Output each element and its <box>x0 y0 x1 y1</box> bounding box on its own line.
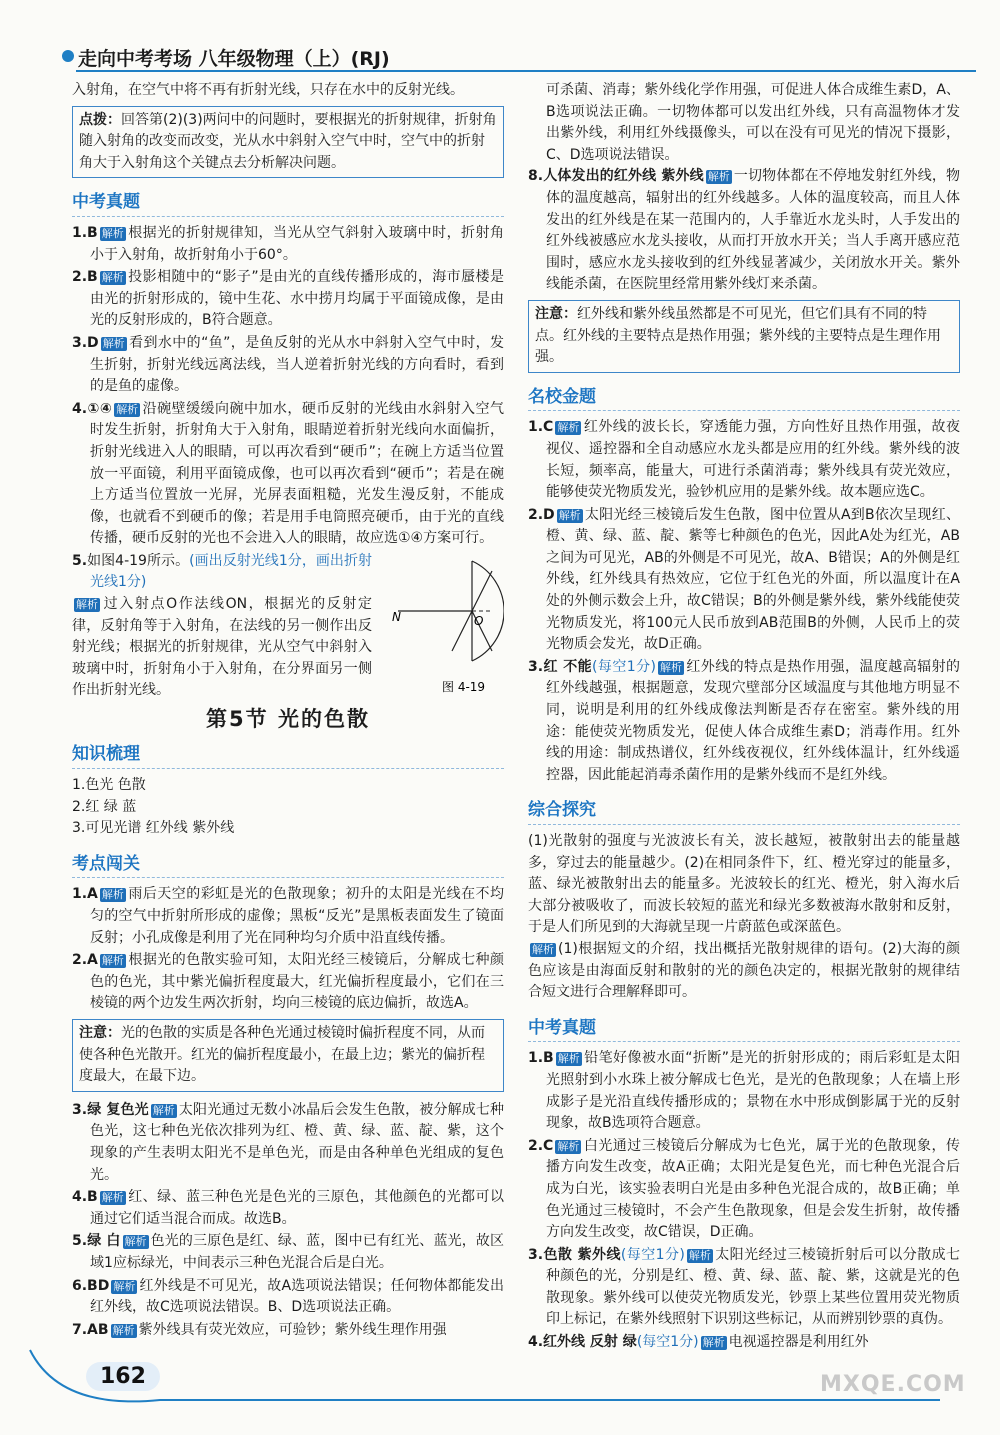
analysis-tag: 解析 <box>557 421 580 435</box>
item-8 <box>528 166 960 296</box>
checkpoint-list-2 <box>72 1100 504 1342</box>
exam1-item <box>72 333 504 398</box>
label-O: O <box>474 613 484 628</box>
note-box-2 <box>528 300 960 373</box>
section-title-inquiry: 综合探究 <box>528 800 960 825</box>
exam1-item-text: 沿碗壁缓缓向碗中加水，硬币反射的光线由水斜射入空气时发生折射，折射角大于入射角，眼睛逆着折射光线向水面偏折，折射光线进入人的眼睛，可以再次看到“硬币”；在碗上方适当位置放一平面镜，利用平面镜成像，也可以再次看到“硬币”；若是在碗上方适当位置放一光屏，光屏表面粗糙，光发生漫反射，不能成像，也就看不到硬币的像；若是用手电筒照亮硬币，由于光的直线传播，硬币反射的光也不会进入人的眼睛，故应选①④方案可行。 <box>90 400 504 547</box>
analysis-tag: 解析 <box>112 1323 135 1337</box>
checkpoint-item-num: 3.绿 复色光 <box>72 1101 149 1118</box>
exam2-item <box>528 1048 960 1134</box>
exam1-item <box>72 267 504 332</box>
figure-caption: 图 4-19 <box>442 679 486 694</box>
tip-box <box>72 106 504 179</box>
exam2-item-3-text: 太阳光经过三棱镜折射后可以分散成七种颜色的光，分别是红、橙、黄、绿、蓝、靛、紫，这就是光的色散现象。紫外线可以使荧光物质发光，钞票上某些位置用荧光物质印上标记，在紫外线照射下识别这些标记，从而辨别钞票的真伪。 <box>546 1246 960 1328</box>
header-rule <box>76 70 976 72</box>
checkpoint-item <box>72 1231 504 1274</box>
page-header <box>0 0 1000 80</box>
analysis-tag: 解析 <box>101 954 124 968</box>
header-dot-icon <box>62 50 74 62</box>
exam2-item-text: 铅笔好像被水面“折断”是光的折射形成的；雨后彩虹是太阳光照射到小水珠上被分解成七色光，是光的色散现象；人在墙上形成影子是光沿直线传播形成的；景物在水中形成倒影属于光的反射现象，故B选项符合题意。 <box>546 1050 960 1132</box>
checkpoint-item <box>72 1100 504 1186</box>
knowledge-2: 2.红 绿 蓝 <box>72 798 137 815</box>
analysis-tag: 解析 <box>558 508 581 522</box>
section-title-exam-2: 中考真题 <box>528 1018 960 1043</box>
refracted-ray <box>452 611 472 651</box>
exam1-item-num: 1.B <box>72 224 98 241</box>
famous-item-3-text: 红外线的特点是热作用强，温度越高辐射的红外线越强，根据题意，发现穴壁部分区域温度与其他地方明显不同，说明是利用的红外线成像法判断是否存在密室。紫外线的用途：能使荧光物质发光，促使人体合成维生素D；消毒作用。红外线的用途：制成热谱仪，红外线夜视仪，红外线体温计，红外线遥控器，因此能起消毒杀菌作用的是紫外线而不是红外线。 <box>546 658 960 783</box>
checkpoint-item-num: 5.绿 白 <box>72 1233 121 1250</box>
item-5-num: 5. <box>72 552 88 569</box>
knowledge-1: 1.色光 色散 <box>72 777 146 794</box>
exam2-item-4-score: (每空1分) <box>636 1334 699 1351</box>
checkpoint-item <box>72 1187 504 1230</box>
checkpoint-item-text: 色光的三原色是红、绿、蓝，图中已有红光、蓝光，故区域1应标绿光，中间表示三种色光混合后是白光。 <box>90 1233 505 1271</box>
exam1-item-text: 投影相随中的“影子”是由光的直线传播形成的，海市蜃楼是由光的折射形成的，镜中生花、水中捞月均属于平面镜成像，是由光的反射形成的，B符合题意。 <box>90 269 504 329</box>
analysis-tag: 解析 <box>101 226 124 240</box>
section-title-exam-1: 中考真题 <box>72 192 504 217</box>
watermark-logo: MXQE.COM <box>820 1372 966 1397</box>
famous-item <box>528 417 960 503</box>
exam2-item-3-score: (每空1分) <box>620 1246 685 1263</box>
inquiry-analysis <box>528 939 960 1004</box>
inquiry-answer: (1)光散射的强度与光波波长有关，波长越短，被散射出去的能量越多，穿过去的能量越少。(2)在相同条件下，红、橙光穿过的能量多，蓝、绿光被散射出去的能量多。光波较长的红光、橙光，射入海水后大部分被吸收了，而波长较短的蓝光和绿光多数被海水散射和反射，于是人们所见到的大海就呈现一片蔚蓝色或深蓝色。 <box>528 833 960 936</box>
analysis-tag: 解析 <box>101 1191 124 1205</box>
analysis-tag: 解析 <box>76 598 98 612</box>
exam1-item <box>72 223 504 266</box>
analysis-tag: 解析 <box>707 170 730 184</box>
checkpoint-item <box>72 884 504 949</box>
checkpoint-item-text: 根据光的色散实验可知，太阳光经三棱镜后，分解成七种颜色的色光，其中紫光偏折程度最大，红光偏折程度最小，它们在三棱镜的两个边发生两次折射，均向三棱镜的底边偏折，故选A。 <box>90 952 504 1012</box>
checkpoint-item-num: 6.BD <box>72 1277 110 1294</box>
tip-label: 点拨： <box>79 111 121 128</box>
famous-item-num: 1.C <box>528 419 554 436</box>
item-8-num: 8.人体发出的红外线 紫外线 <box>528 168 704 185</box>
analysis-tag: 解析 <box>101 888 124 902</box>
exam-list-2 <box>528 1048 960 1243</box>
figure-4-19 <box>392 551 504 701</box>
checkpoint-list-1 <box>72 884 504 1015</box>
analysis-tag: 解析 <box>102 336 125 350</box>
famous-item-3-score: (每空1分) <box>592 658 656 675</box>
chapter-title: 第5节 光的色散 <box>206 706 370 731</box>
note-label: 注意： <box>79 1025 121 1041</box>
header-title: 走向中考考场 八年级物理（上）(RJ) <box>78 48 390 70</box>
incident-ray <box>472 571 492 611</box>
item-5-text: 如图4-19所示。 <box>87 552 190 569</box>
exam2-item-3 <box>528 1245 960 1331</box>
analysis-tag: 解析 <box>152 1103 175 1117</box>
analysis-tag: 解析 <box>688 1248 711 1262</box>
right-column <box>528 80 960 1355</box>
famous-item-text: 红外线的波长长，穿透能力强，方向性好且热作用强，故夜视仪、遥控器和全自动感应水龙头都是应用的红外线。紫外线的波长短，频率高，能量大，可进行杀菌消毒；紫外线具有荧光效应，能够使荧光物质发光，验钞机应用的是紫外线。故本题应选C。 <box>546 419 960 501</box>
famous-item <box>528 505 960 656</box>
famous-item-num: 2.D <box>528 506 555 523</box>
famous-item-text: 太阳光经三棱镜后发生色散，图中位置从A到B依次呈现红、橙、黄、绿、蓝、靛、紫等七种颜色的色光，因此A处为红光，AB之间为可见光，AB的外侧是不可见光，故A、B错误；A的外侧是红外线，红外线具有热效应，它位于红色光的外面，所以温度计在A处的外侧示数会上升，故C错误；B的外侧是紫外线，紫外线能使荧光物质发光，将100元人民币放到AB范围B的外侧，人民币上的荧光物质会发光，故D正确。 <box>546 506 960 653</box>
section-title-checkpoints: 考点闯关 <box>72 854 504 879</box>
checkpoint-item <box>72 950 504 1015</box>
exam-list-1 <box>72 223 504 550</box>
analysis-tag: 解析 <box>659 660 682 674</box>
exam2-item-num: 2.C <box>528 1137 554 1154</box>
analysis-tag: 解析 <box>113 1279 136 1293</box>
checkpoint-item <box>72 1320 504 1342</box>
analysis-tag: 解析 <box>702 1336 725 1350</box>
exam1-item <box>72 399 504 550</box>
page-number: 162 <box>86 1362 160 1391</box>
exam1-item-num: 3.D <box>72 334 99 351</box>
exam2-item-text: 白光通过三棱镜后分解成为七色光，属于光的色散现象，传播方向发生改变，故A正确；太阳光是复色光，而七种色光混合后成为白光，该实验表明白光是由多种色光混合成的，故B正确；单色光通过三棱镜时，不会产生色散现象，但是会发生折射，故传播方向发生改变，故C错误，D正确。 <box>546 1137 960 1241</box>
checkpoint-item-num: 4.B <box>72 1189 98 1206</box>
label-N: N <box>392 609 401 624</box>
checkpoint-item <box>72 1276 504 1319</box>
checkpoint-item-num: 2.A <box>72 952 98 969</box>
analysis-tag: 解析 <box>124 1235 147 1249</box>
knowledge-3: 3.可见光谱 红外线 紫外线 <box>72 820 235 837</box>
checkpoint-item-num: 1.A <box>72 886 98 903</box>
analysis-tag: 解析 <box>557 1052 580 1066</box>
note2-label: 注意： <box>535 305 577 322</box>
checkpoint-item-text: 红外线是不可见光，故A选项说法错误；任何物体都能发出红外线，故C选项说法错误。B、D选项说法正确。 <box>90 1277 504 1316</box>
analysis-tag: 解析 <box>532 942 554 956</box>
analysis-tag: 解析 <box>101 271 124 285</box>
note-text: 光的色散的实质是各种色光通过棱镜时偏折程度不同，从而使各种色光散开。红光的偏折程度最小，在最上边；紫光的偏折程度最大，在最下边。 <box>79 1025 485 1085</box>
exam1-item-text: 看到水中的“鱼”，是鱼反射的光从水中斜射入空气中时，发生折射，折射光线远离法线，当人逆着折射光线的方向看时，看到的是鱼的虚像。 <box>90 334 504 395</box>
checkpoint-item-text: 紫外线具有荧光效应，可验钞；紫外线生理作用强 <box>138 1321 447 1338</box>
checkpoint-item-text: 红、绿、蓝三种色光是色光的三原色，其他颜色的光都可以通过它们适当混合而成。故选B。 <box>90 1189 504 1227</box>
intro-text: 入射角，在空气中将不再有折射光线，只存在水中的反射光线。 <box>72 82 464 98</box>
note2-text: 红外线和紫外线虽然都是不可见光，但它们具有不同的特点。红外线的主要特点是热作用强；紫外线的主要特点是生理作用强。 <box>535 305 941 366</box>
item-5-expl: 过入射点O作法线ON，根据光的反射定律，反射角等于入射角，在法线的另一侧作出反射光线；根据光的折射规律，光从空气中斜射入玻璃中时，折射角小于入射角，在分界面另一侧作出折射光线。 <box>72 596 372 699</box>
famous-item-3 <box>528 657 960 787</box>
left-column <box>72 80 504 1342</box>
checkpoint-item-num: 7.AB <box>72 1321 109 1338</box>
section-title-knowledge: 知识梳理 <box>72 744 504 769</box>
analysis-tag: 解析 <box>557 1139 580 1153</box>
exam1-item-text: 根据光的折射规律知，当光从空气斜射入玻璃中时，折射角小于入射角，故折射角小于60°。 <box>90 224 504 263</box>
exam2-item-3-num: 3.色散 紫外线 <box>528 1246 621 1263</box>
item-8-text: 一切物体都在不停地发射红外线，物体的温度越高，辐射出的红外线越多。人体的温度较高，而且人体发出的红外线是在某一范围内的，人手靠近水龙头时，人手发出的红外线被感应水龙头接收，从而打开放水开关；当人手离开感应范围时，感应水龙头接收到的红外线显著减少，关闭放水开关。紫外线能杀菌，在医院里经常用紫外线灯来杀菌。 <box>546 168 961 293</box>
checkpoint-item-text: 雨后天空的彩虹是光的色散现象；初升的太阳是光线在不均匀的空气中折射所形成的虚像；黑板“反光”是黑板表面发生了镜面反射；小孔成像是利用了光在同种均匀介质中沿直线传播。 <box>90 886 504 946</box>
item-7-continued: 可杀菌、消毒；紫外线化学作用强，可促进人体合成维生素D，A、B选项说法正确。一切物体都可以发出红外线，只有高温物体才发出紫外线，利用红外线摄像头，可以在没有可见光的情况下摄影，C、D选项说法错误。 <box>546 82 960 163</box>
checkpoint-item-text: 太阳光通过无数小冰晶后会发生色散，被分解成七种色光，这七种色光依次排列为红、橙、黄、绿、蓝、靛、紫，这个现象的产生表明太阳光不是单色光，而是由各种单色光组成的复色光。 <box>90 1101 505 1183</box>
inquiry-analysis-text: (1)根据短文的介绍，找出概括光散射规律的语句。(2)大海的颜色应该是由海面反射和散射的光的颜色决定的，根据光散射的规律结合短文进行合理解释即可。 <box>528 940 960 1001</box>
section-title-famous-school: 名校金题 <box>528 387 960 412</box>
famous-item-3-num: 3.红 不能 <box>528 658 593 675</box>
item-5 <box>72 551 504 699</box>
exam1-item-num: 4.①④ <box>72 400 113 417</box>
item-5-score: (画出反射光线1分，画出折射光线1分) <box>90 552 372 591</box>
exam2-item <box>528 1136 960 1244</box>
exam2-item-num: 1.B <box>528 1050 554 1067</box>
exam2-item-4-num: 4.红外线 反射 绿 <box>528 1334 637 1351</box>
note-box <box>72 1019 504 1092</box>
exam2-item-4-text: 电视遥控器是利用红外 <box>728 1334 869 1351</box>
exam1-item-num: 2.B <box>72 269 98 286</box>
tip-text: 回答第(2)(3)两问中的问题时，要根据光的折射规律，折射角随入射角的改变而改变，光从水中斜射入空气中时，空气中的折射角大于入射角这个关键点去分析解决问题。 <box>79 111 497 171</box>
analysis-tag: 解析 <box>116 402 139 416</box>
famous-list <box>528 417 960 656</box>
